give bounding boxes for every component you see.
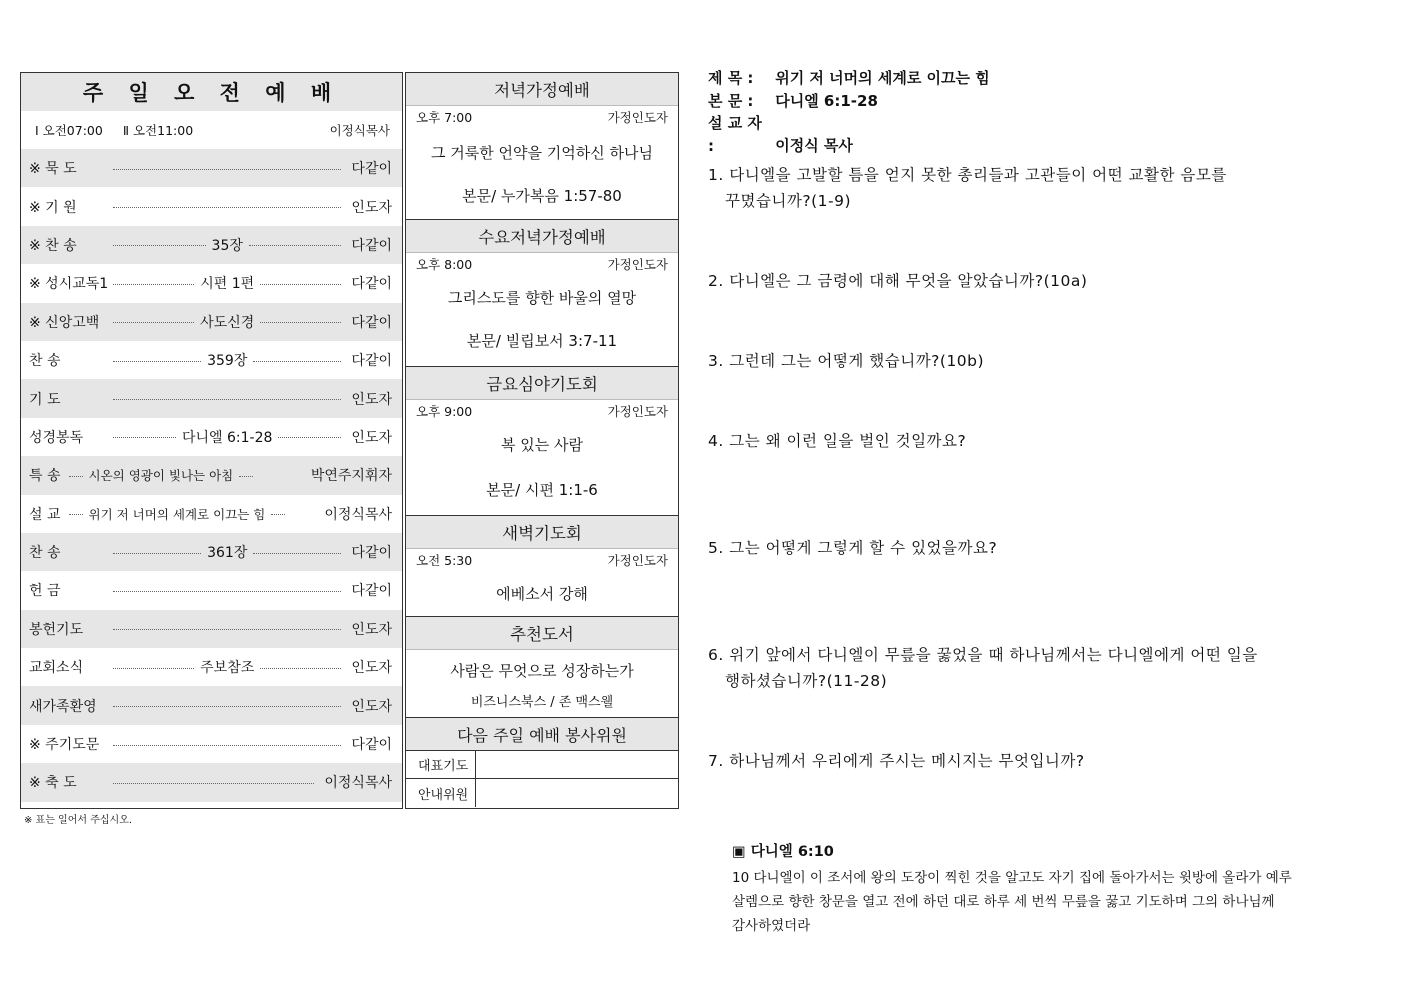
evening-worship-block [406,73,678,220]
service-order-row [21,418,402,456]
friday-prayer-block [406,367,678,516]
service-order-row [21,495,402,533]
question-item [708,642,1358,694]
question-item [708,162,1358,214]
service-item-name: 헌 금 [29,583,61,600]
question-text-continued: 꾸몄습니까?(1-9) [725,192,852,210]
service-item-leader-line [69,466,311,484]
wednesday-worship-title: 수요저녁가정예배 [406,220,678,253]
recommended-book-name: 사람은 무엇으로 성장하는가 [450,662,634,680]
service-order-row [21,763,402,801]
service-item-leader-line [113,657,351,677]
service-item-responsible: 인도자 [351,199,392,216]
wednesday-worship-topic: 그리스도를 향한 바울의 열망 [447,289,637,307]
friday-prayer-topic: 복 있는 사람 [501,436,583,454]
service-item-detail: 시편 1편 [200,276,255,293]
recommended-book-block [406,617,678,718]
question-text: 4. 그는 왜 이런 일을 벌인 것일까요? [708,432,967,450]
service-order-row [21,264,402,302]
dotted-leader [69,476,83,477]
question-text: 6. 위기 앞에서 다니엘이 무릎을 꿇었을 때 하나님께서는 다니엘에게 어떤 일을 [708,646,1258,664]
wednesday-worship-time: 오후 8:00 [416,257,473,272]
question-text-continued: 행하셨습니까?(11-28) [725,672,888,690]
evening-worship-time: 오후 7:00 [416,110,473,125]
staff-role: 대표기도 [406,751,476,778]
wednesday-worship-block [406,220,678,367]
service-item-leader-line [113,273,351,293]
service-order-row [21,341,402,379]
verse-heading: ▣ 다니엘 6:10 [732,844,834,860]
dotted-leader [113,783,314,784]
service-item-responsible: 이정식목사 [324,506,392,523]
question-text: 7. 하나님께서 우리에게 주시는 메시지는 무엇입니까? [708,752,1085,770]
service-item-detail: 주보참조 [200,660,255,677]
staff-name [476,779,678,807]
service-item-name: ※ 축 도 [29,775,77,792]
service-item-responsible: 다같이 [351,353,392,370]
dotted-leader [113,361,201,362]
dotted-leader [113,322,194,323]
service-item-responsible: 인도자 [351,429,392,446]
question-item [708,268,1358,294]
weekly-schedule [405,72,679,809]
service-item-name: ※ 찬 송 [29,237,77,254]
service-item-name: 특 송 [29,468,61,485]
dawn-prayer-topic: 에베소서 강해 [496,585,588,603]
sermon-preacher-label: 설 교 자 : [708,114,762,155]
service-order-row [21,571,402,609]
service-item-leader-line [113,704,351,707]
dawn-prayer-block [406,516,678,617]
service-rows [21,149,402,802]
friday-prayer-leader: 가정인도자 [607,404,668,419]
friday-prayer-text: 본문/ 시편 1:1-6 [486,481,598,499]
evening-worship-topic: 그 거룩한 언약을 기억하신 하나님 [431,144,653,162]
service-item-responsible: 인도자 [351,698,392,715]
sermon-text-label: 본 문 : [708,91,754,110]
service-item-responsible: 인도자 [351,621,392,638]
dotted-leader [113,245,206,246]
service-footnote: ※ 표는 일어서 주십시오. [24,815,133,826]
service-item-responsible: 다같이 [351,314,392,331]
dawn-prayer-time: 오전 5:30 [416,553,473,568]
dawn-prayer-title: 새벽기도회 [406,516,678,549]
service-item-leader-line [113,350,351,370]
service-item-detail: 다니엘 6:1-28 [182,429,273,446]
service-item-leader-line [113,312,351,332]
dotted-leader [69,514,83,515]
service-title: 주 일 오 전 예 배 [21,73,402,111]
question-item [708,535,1358,561]
next-week-staff-title: 다음 주일 예배 봉사위원 [406,718,678,751]
sermon-preacher-line [708,112,990,157]
service-item-name: 교회소식 [29,660,84,677]
question-item [708,348,1358,374]
sermon-text-line [708,90,990,113]
dotted-leader [113,207,341,208]
dotted-leader [249,245,342,246]
question-text: 1. 다니엘을 고발할 틈을 얻지 못한 총리들과 고관들이 어떤 교활한 음모를 [708,166,1227,184]
dawn-prayer-leader: 가정인도자 [607,553,668,568]
sunday-service-order [20,72,403,809]
dotted-leader [253,553,341,554]
service-time-1: Ⅰ 오전07:00 [35,123,103,138]
service-order-row [21,226,402,264]
dotted-leader [260,284,341,285]
staff-name [476,751,678,778]
dotted-leader [260,322,341,323]
service-item-leader-line [113,167,351,170]
service-item-detail: 35장 [211,237,243,254]
evening-worship-text: 본문/ 누가복음 1:57-80 [462,187,622,205]
service-order-row [21,686,402,724]
service-order-row [21,149,402,187]
service-item-name: 찬 송 [29,353,61,370]
service-order-row [21,303,402,341]
friday-prayer-title: 금요심야기도회 [406,367,678,400]
sermon-info [708,67,990,157]
service-item-name: ※ 기 원 [29,199,77,216]
service-item-detail: 361장 [207,545,248,562]
service-time-2: Ⅱ 오전11:00 [122,123,194,138]
service-item-leader-line [113,427,351,447]
dotted-leader [113,629,341,630]
service-item-name: 찬 송 [29,545,61,562]
wednesday-worship-text: 본문/ 빌립보서 3:7-11 [466,332,618,350]
sermon-title-label: 제 목 : [708,69,754,87]
service-item-responsible: 다같이 [351,276,392,293]
sermon-title-line [708,67,990,90]
service-item-detail: 359장 [207,353,248,370]
service-item-detail: 시온의 영광이 빛나는 아침 [88,468,234,484]
service-item-leader-line [113,542,351,562]
dotted-leader [113,668,194,669]
service-item-responsible: 인도자 [351,660,392,677]
service-item-name: ※ 묵 도 [29,161,77,178]
dotted-leader [113,399,341,400]
service-item-responsible: 다같이 [351,737,392,754]
dotted-leader [271,514,285,515]
service-item-leader-line [113,627,351,630]
question-text: 3. 그런데 그는 어떻게 했습니까?(10b) [708,352,985,370]
service-item-responsible: 이정식목사 [324,775,392,792]
service-order-row [21,456,402,494]
service-item-leader-line [113,205,351,208]
service-item-name: ※ 신앙고백 [29,314,100,331]
memory-verse [732,840,1332,938]
dotted-leader [113,553,201,554]
evening-worship-leader: 가정인도자 [607,110,668,125]
dotted-leader [113,437,176,438]
service-order-row [21,379,402,417]
verse-line: 살렘으로 향한 창문을 열고 전에 하던 대로 하루 세 번씩 무릎을 꿇고 기도하며 그의 하나님께 [732,894,1275,910]
recommended-book-publisher: 비즈니스북스 / 존 맥스웰 [470,695,614,710]
sermon-title: 위기 저 너머의 세계로 이끄는 힘 [775,69,990,87]
service-item-name: 성경봉독 [29,429,84,446]
dotted-leader [278,437,341,438]
service-item-name: 봉헌기도 [29,621,84,638]
service-order-row [21,187,402,225]
sermon-text: 다니엘 6:1-28 [775,91,878,110]
question-text: 5. 그는 어떻게 그렇게 할 수 있었을까요? [708,539,998,557]
dotted-leader [113,706,341,707]
service-item-responsible: 인도자 [351,391,392,408]
friday-prayer-time: 오후 9:00 [416,404,473,419]
dotted-leader [253,361,341,362]
dotted-leader [260,668,341,669]
service-item-leader-line [69,505,325,523]
wednesday-worship-leader: 가정인도자 [607,257,668,272]
dotted-leader [113,284,194,285]
staff-row [406,751,678,779]
sermon-preacher: 이정식 목사 [775,136,853,155]
dotted-leader [113,169,341,170]
service-item-responsible: 다같이 [351,583,392,600]
service-item-leader-line [113,235,351,255]
service-item-name: 설 교 [29,506,61,523]
service-item-responsible: 박연주지휘자 [310,468,392,485]
dotted-leader [113,745,341,746]
service-item-responsible: 다같이 [351,161,392,178]
next-week-staff [406,718,678,807]
service-order-row [21,725,402,763]
service-order-row [21,648,402,686]
question-item [708,748,1358,774]
verse-line: 10 다니엘이 이 조서에 왕의 도장이 찍힌 것을 알고도 자기 집에 돌아가서는 윗방에 올라가 예루 [732,870,1292,886]
service-item-detail: 위기 저 너머의 세계로 이끄는 힘 [88,506,266,522]
service-item-name: 기 도 [29,391,61,408]
service-order-row [21,533,402,571]
staff-row [406,779,678,807]
service-item-leader-line [113,743,351,746]
service-item-leader-line [113,589,351,592]
dotted-leader [113,591,341,592]
service-item-responsible: 다같이 [351,545,392,562]
service-item-leader-line [113,397,351,400]
service-item-responsible: 다같이 [351,237,392,254]
service-times [21,111,402,149]
service-item-leader-line [113,781,324,784]
service-minister: 이정식목사 [329,123,390,138]
staff-role: 안내위원 [406,779,476,807]
verse-line: 감사하였더라 [732,918,811,934]
dotted-leader [239,476,253,477]
recommended-book-title: 추천도서 [406,617,678,650]
question-item [708,428,1358,454]
service-item-name: 새가족환영 [29,698,97,715]
service-item-name: ※ 성시교독1 [29,276,109,293]
question-text: 2. 다니엘은 그 금령에 대해 무엇을 알았습니까?(10a) [708,272,1088,290]
service-order-row [21,610,402,648]
service-item-name: ※ 주기도문 [29,737,100,754]
service-item-detail: 사도신경 [200,314,255,331]
evening-worship-title: 저녁가정예배 [406,73,678,106]
